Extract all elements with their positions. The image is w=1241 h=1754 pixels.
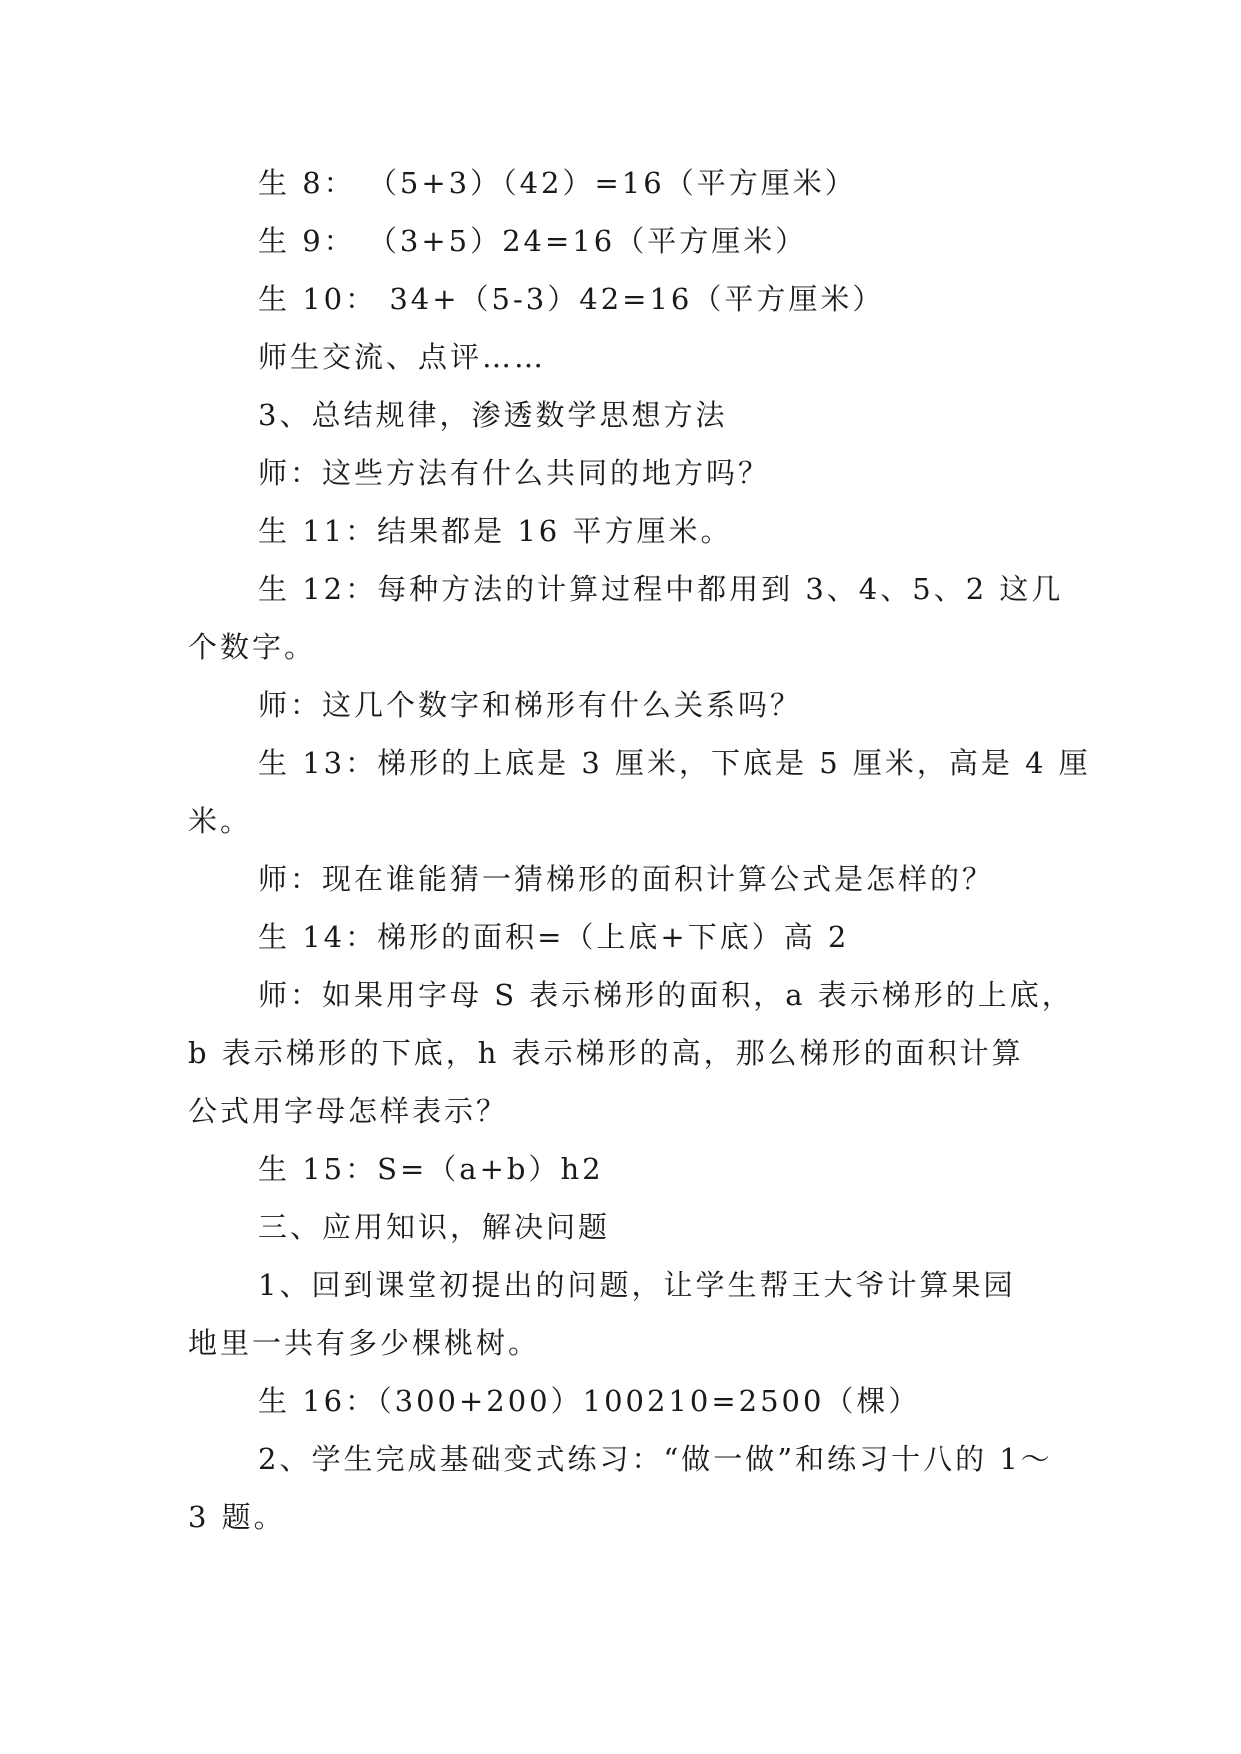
paragraph-line: 生 15：S=（a+b）h2: [258, 1152, 604, 1186]
paragraph-line: b 表示梯形的下底，h 表示梯形的高，那么梯形的面积计算: [188, 1036, 1024, 1070]
paragraph-line: 生 8： （5+3）（42）=16（平方厘米）: [258, 166, 857, 200]
document-body: [188, 154, 1091, 1546]
paragraph-line: 生 12：每种方法的计算过程中都用到 3、4、5、2 这几: [258, 572, 1064, 606]
paragraph-line: 师：这几个数字和梯形有什么关系吗？: [258, 688, 803, 722]
paragraph-line: 2、学生完成基础变式练习：“做一做”和练习十八的 1～: [258, 1442, 1053, 1476]
paragraph-line: 生 11：结果都是 16 平方厘米。: [258, 514, 733, 548]
paragraph-line: 米。: [188, 804, 253, 838]
paragraph-line: 公式用字母怎样表示？: [188, 1094, 509, 1128]
paragraph-line: 师生交流、点评……: [258, 340, 547, 374]
paragraph-line: 地里一共有多少棵桃树。: [188, 1326, 541, 1360]
paragraph-line: 三、应用知识，解决问题: [258, 1210, 611, 1244]
paragraph-line: 1、回到课堂初提出的问题，让学生帮王大爷计算果园: [258, 1268, 1016, 1302]
paragraph-line: 师：现在谁能猜一猜梯形的面积计算公式是怎样的？: [258, 862, 995, 896]
paragraph-line: 师：这些方法有什么共同的地方吗？: [258, 456, 771, 490]
paragraph-line: 生 16：（300+200）100210=2500（棵）: [258, 1384, 921, 1418]
paragraph-line: 生 10： 34+（5-3）42=16（平方厘米）: [258, 282, 885, 316]
paragraph-line: 个数字。: [188, 630, 317, 664]
paragraph-line: 师：如果用字母 S 表示梯形的面积，a 表示梯形的上底，: [258, 978, 1074, 1012]
paragraph-line: 生 13：梯形的上底是 3 厘米，下底是 5 厘米，高是 4 厘: [258, 746, 1091, 780]
paragraph-line: 3、总结规律，渗透数学思想方法: [258, 398, 728, 432]
paragraph-line: 3 题。: [188, 1500, 286, 1534]
paragraph-line: 生 14：梯形的面积=（上底+下底）高 2: [258, 920, 850, 954]
paragraph-line: 生 9： （3+5）24=16（平方厘米）: [258, 224, 808, 258]
